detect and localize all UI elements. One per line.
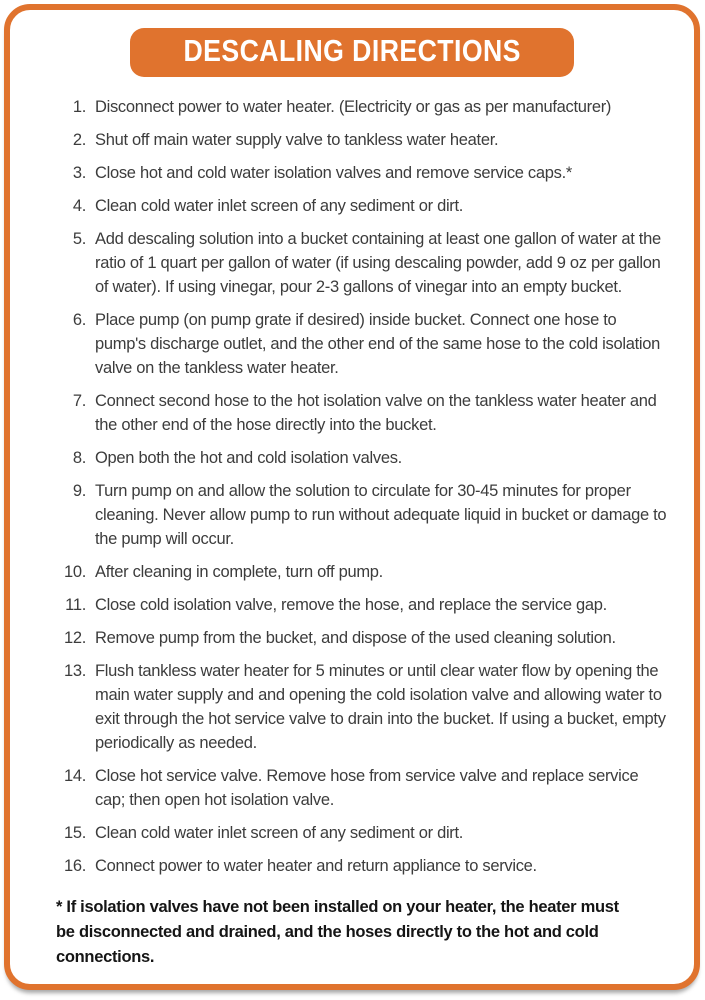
direction-item bbox=[56, 161, 668, 185]
direction-item bbox=[56, 659, 668, 755]
page-content bbox=[10, 10, 694, 984]
direction-item bbox=[56, 593, 668, 617]
direction-number: 13. bbox=[63, 662, 86, 680]
direction-number: 16. bbox=[63, 857, 86, 875]
direction-item bbox=[56, 446, 668, 470]
direction-number: 12. bbox=[63, 629, 86, 647]
direction-text: Remove pump from the bucket, and dispose of the used cleaning solution. bbox=[95, 629, 616, 647]
footnote-line-1: * If isolation valves have not been installed on your heater, the heater must bbox=[56, 898, 619, 916]
direction-item bbox=[56, 95, 668, 119]
direction-item bbox=[56, 854, 668, 878]
page-title: DESCALING DIRECTIONS bbox=[183, 33, 521, 68]
direction-item bbox=[56, 821, 668, 845]
direction-number: 15. bbox=[63, 824, 86, 842]
direction-number: 7. bbox=[72, 392, 86, 410]
direction-item bbox=[56, 560, 668, 584]
direction-item bbox=[56, 227, 668, 299]
direction-item bbox=[56, 479, 668, 551]
direction-number: 9. bbox=[72, 482, 86, 500]
direction-number: 4. bbox=[72, 197, 86, 215]
direction-number: 10. bbox=[63, 563, 86, 581]
direction-number: 8. bbox=[72, 449, 86, 467]
direction-text: Clean cold water inlet screen of any sediment or dirt. bbox=[95, 824, 464, 842]
direction-item bbox=[56, 194, 668, 218]
direction-text: Clean cold water inlet screen of any sediment or dirt. bbox=[95, 197, 464, 215]
direction-text: Place pump (on pump grate if desired) inside bucket. Connect one hose to pump's discharge outlet, and the other end of the same hose to the cold isolation valve on the tankless water heater. bbox=[95, 311, 660, 377]
direction-number: 14. bbox=[63, 767, 86, 785]
direction-number: 6. bbox=[72, 311, 86, 329]
direction-text: Close hot and cold water isolation valves and remove service caps.* bbox=[95, 164, 572, 182]
title-badge bbox=[130, 28, 574, 77]
direction-text: Close hot service valve. Remove hose from service valve and replace service cap; then open hot isolation valve. bbox=[95, 767, 639, 809]
direction-text: Connect second hose to the hot isolation valve on the tankless water heater and the other end of the hose directly into the bucket. bbox=[95, 392, 657, 434]
direction-text: Shut off main water supply valve to tankless water heater. bbox=[95, 131, 499, 149]
direction-item bbox=[56, 389, 668, 437]
direction-item bbox=[56, 626, 668, 650]
direction-text: Turn pump on and allow the solution to circulate for 30-45 minutes for proper cleaning. Never allow pump to run without adequate liquid in bucket or damage to the pump will occur. bbox=[95, 482, 667, 548]
direction-item bbox=[56, 128, 668, 152]
direction-number: 11. bbox=[65, 596, 86, 614]
direction-text: Add descaling solution into a bucket containing at least one gallon of water at the ratio of 1 quart per gallon of water (if using descaling powder, add 9 oz per gallon of water). If using vinegar, pour 2-3 gallons of vinegar into an empty bucket. bbox=[95, 230, 661, 296]
footnote bbox=[56, 895, 668, 970]
direction-text: Close cold isolation valve, remove the hose, and replace the service gap. bbox=[95, 596, 607, 614]
direction-text: Connect power to water heater and return appliance to service. bbox=[95, 857, 537, 875]
direction-item bbox=[56, 764, 668, 812]
directions-list bbox=[56, 95, 668, 878]
direction-number: 1. bbox=[72, 98, 86, 116]
direction-text: Flush tankless water heater for 5 minutes or until clear water flow by opening the main water supply and and opening the cold isolation valve and allowing water to exit through the hot service valve to drain into the bucket. If using a bucket, empty periodically as needed. bbox=[95, 662, 666, 752]
direction-text: Open both the hot and cold isolation valves. bbox=[95, 449, 402, 467]
footnote-line-2: be disconnected and drained, and the hoses directly to the hot and cold connections. bbox=[56, 923, 599, 966]
direction-number: 5. bbox=[72, 230, 86, 248]
direction-text: After cleaning in complete, turn off pump. bbox=[95, 563, 383, 581]
direction-item bbox=[56, 308, 668, 380]
header bbox=[36, 28, 668, 77]
direction-number: 3. bbox=[72, 164, 86, 182]
direction-number: 2. bbox=[72, 131, 86, 149]
direction-text: Disconnect power to water heater. (Electricity or gas as per manufacturer) bbox=[95, 98, 612, 116]
page-border-frame bbox=[4, 4, 700, 990]
